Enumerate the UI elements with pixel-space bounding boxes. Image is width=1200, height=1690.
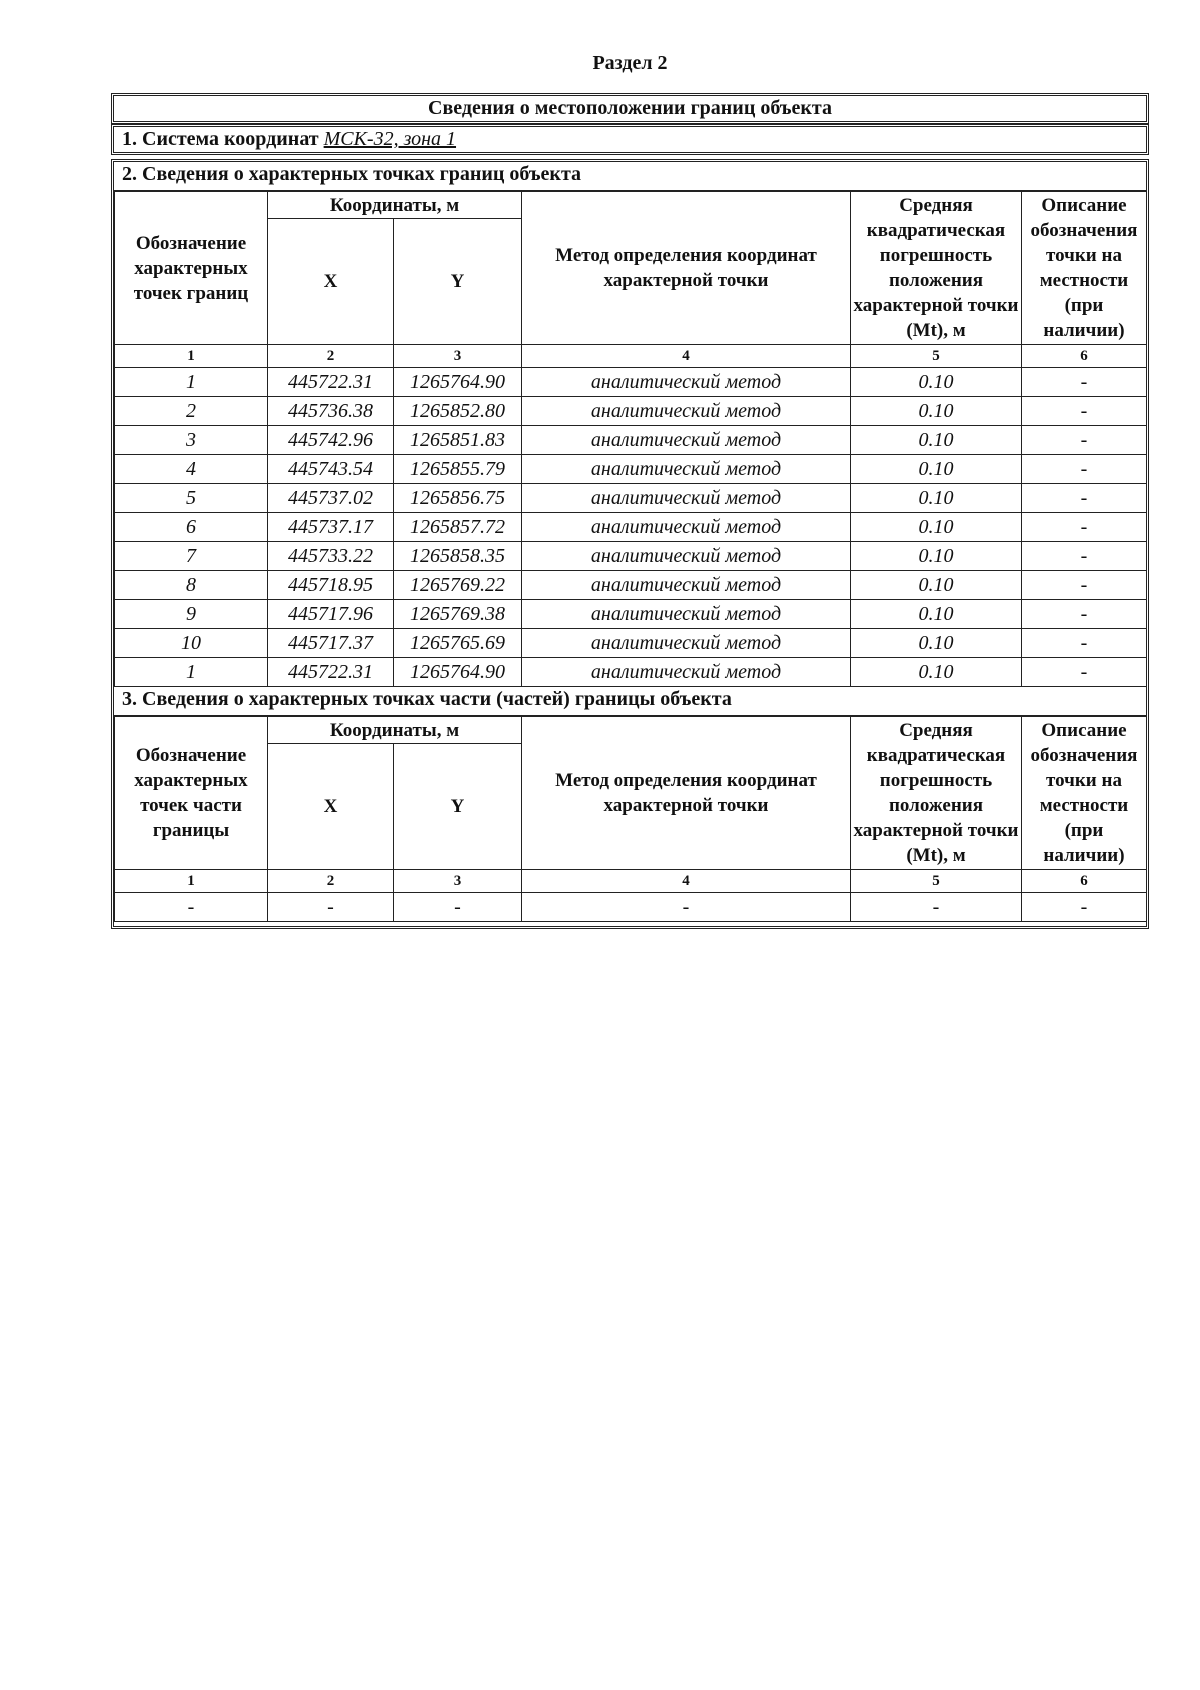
s2-column-number: 6 — [1022, 345, 1147, 368]
s3-point-id-cell: - — [115, 893, 268, 922]
s3-description-cell: - — [1022, 893, 1147, 922]
header-y: Y — [394, 219, 522, 345]
s2-description-cell: - — [1022, 397, 1147, 426]
section2-title: 2. Сведения о характерных точках границ объекта — [114, 162, 1146, 191]
s2-point-id-cell: 10 — [115, 629, 268, 658]
s3-y-cell: - — [394, 893, 522, 922]
s2-column-number: 5 — [851, 345, 1022, 368]
s2-error-cell: 0.10 — [851, 397, 1022, 426]
s3-column-number: 3 — [394, 870, 522, 893]
s2-table-row — [115, 484, 1147, 513]
s2-y-cell: 1265852.80 — [394, 397, 522, 426]
s3-header-method: Метод определения координат характерной точки — [522, 717, 851, 870]
s2-error-cell: 0.10 — [851, 513, 1022, 542]
header-x: X — [268, 219, 394, 345]
s2-y-cell: 1265769.22 — [394, 571, 522, 600]
s2-method-cell: аналитический метод — [522, 397, 851, 426]
s2-method-cell: аналитический метод — [522, 600, 851, 629]
s2-description-cell: - — [1022, 484, 1147, 513]
s2-description-cell: - — [1022, 658, 1147, 687]
s2-error-cell: 0.10 — [851, 658, 1022, 687]
s2-error-cell: 0.10 — [851, 542, 1022, 571]
s2-description-cell: - — [1022, 513, 1147, 542]
s2-description-cell: - — [1022, 542, 1147, 571]
s2-table-row — [115, 455, 1147, 484]
s2-table-row — [115, 542, 1147, 571]
s2-x-cell: 445733.22 — [268, 542, 394, 571]
section2-table-body — [115, 345, 1147, 687]
s2-x-cell: 445736.38 — [268, 397, 394, 426]
coord-system-frame — [111, 124, 1149, 155]
s3-header-x: X — [268, 744, 394, 870]
s2-table-row — [115, 397, 1147, 426]
s2-error-cell: 0.10 — [851, 629, 1022, 658]
s3-error-cell: - — [851, 893, 1022, 922]
s3-column-number: 4 — [522, 870, 851, 893]
points-frame — [111, 159, 1149, 929]
s3-column-number: 2 — [268, 870, 394, 893]
s3-header-coords: Координаты, м — [268, 717, 522, 744]
header-error: Средняя квадратическая погрешность положения характерной точки (Mt), м — [851, 192, 1022, 345]
s2-column-number: 4 — [522, 345, 851, 368]
s2-method-cell: аналитический метод — [522, 426, 851, 455]
s2-table-row — [115, 368, 1147, 397]
s2-method-cell: аналитический метод — [522, 629, 851, 658]
s2-method-cell: аналитический метод — [522, 455, 851, 484]
s3-method-cell: - — [522, 893, 851, 922]
s3-table-row — [115, 893, 1147, 922]
s2-x-cell: 445743.54 — [268, 455, 394, 484]
s2-table-row — [115, 600, 1147, 629]
s2-error-cell: 0.10 — [851, 455, 1022, 484]
s2-error-cell: 0.10 — [851, 484, 1022, 513]
block-title: Сведения о местоположении границ объекта — [428, 97, 832, 119]
s2-table-row — [115, 629, 1147, 658]
header-method: Метод определения координат характерной точки — [522, 192, 851, 345]
s2-table-row — [115, 658, 1147, 687]
s2-point-id-cell: 1 — [115, 658, 268, 687]
s2-x-cell: 445742.96 — [268, 426, 394, 455]
s3-header-designation: Обозначение характерных точек части границы — [115, 717, 268, 870]
s2-description-cell: - — [1022, 455, 1147, 484]
s2-y-cell: 1265764.90 — [394, 368, 522, 397]
s2-point-id-cell: 5 — [115, 484, 268, 513]
s2-x-cell: 445737.17 — [268, 513, 394, 542]
s2-point-id-cell: 1 — [115, 368, 268, 397]
page-title: Раздел 2 — [592, 52, 668, 74]
s2-description-cell: - — [1022, 368, 1147, 397]
s3-header-error: Средняя квадратическая погрешность положения характерной точки (Mt), м — [851, 717, 1022, 870]
s2-point-id-cell: 4 — [115, 455, 268, 484]
s2-description-cell: - — [1022, 571, 1147, 600]
s2-column-number: 1 — [115, 345, 268, 368]
s2-method-cell: аналитический метод — [522, 513, 851, 542]
s2-point-id-cell: 6 — [115, 513, 268, 542]
s3-header-y: Y — [394, 744, 522, 870]
s2-method-cell: аналитический метод — [522, 484, 851, 513]
s2-table-row — [115, 426, 1147, 455]
block-title-frame — [111, 93, 1149, 124]
header-coords: Координаты, м — [268, 192, 522, 219]
s2-point-id-cell: 2 — [115, 397, 268, 426]
header-designation: Обозначение характерных точек границ — [115, 192, 268, 345]
s2-y-cell: 1265855.79 — [394, 455, 522, 484]
s2-column-numbers-row — [115, 345, 1147, 368]
s2-description-cell: - — [1022, 426, 1147, 455]
s2-column-number: 2 — [268, 345, 394, 368]
s2-error-cell: 0.10 — [851, 426, 1022, 455]
s2-description-cell: - — [1022, 600, 1147, 629]
s2-y-cell: 1265769.38 — [394, 600, 522, 629]
s2-y-cell: 1265857.72 — [394, 513, 522, 542]
s2-x-cell: 445737.02 — [268, 484, 394, 513]
s2-description-cell: - — [1022, 629, 1147, 658]
s2-method-cell: аналитический метод — [522, 658, 851, 687]
coord-system-value: МСК-32, зона 1 — [323, 128, 457, 150]
s2-y-cell: 1265765.69 — [394, 629, 522, 658]
s2-x-cell: 445717.37 — [268, 629, 394, 658]
s2-point-id-cell: 8 — [115, 571, 268, 600]
s2-y-cell: 1265858.35 — [394, 542, 522, 571]
section3-title: 3. Сведения о характерных точках части (частей) границы объекта — [114, 687, 1146, 716]
s2-error-cell: 0.10 — [851, 368, 1022, 397]
coord-system-line — [114, 127, 1146, 151]
s2-y-cell: 1265764.90 — [394, 658, 522, 687]
coord-system-label: 1. Система координат — [122, 128, 319, 150]
s2-y-cell: 1265851.83 — [394, 426, 522, 455]
s2-error-cell: 0.10 — [851, 571, 1022, 600]
s2-point-id-cell: 7 — [115, 542, 268, 571]
s2-method-cell: аналитический метод — [522, 542, 851, 571]
header-description: Описание обозначения точки на местности (при наличии) — [1022, 192, 1147, 345]
section2-table — [114, 191, 1147, 687]
s2-table-row — [115, 571, 1147, 600]
s2-x-cell: 445722.31 — [268, 658, 394, 687]
s2-y-cell: 1265856.75 — [394, 484, 522, 513]
s2-point-id-cell: 9 — [115, 600, 268, 629]
s2-error-cell: 0.10 — [851, 600, 1022, 629]
s2-point-id-cell: 3 — [115, 426, 268, 455]
s2-x-cell: 445717.96 — [268, 600, 394, 629]
s2-table-row — [115, 513, 1147, 542]
s3-column-numbers-row — [115, 870, 1147, 893]
s2-method-cell: аналитический метод — [522, 571, 851, 600]
s2-column-number: 3 — [394, 345, 522, 368]
s2-x-cell: 445722.31 — [268, 368, 394, 397]
s2-x-cell: 445718.95 — [268, 571, 394, 600]
s3-column-number: 5 — [851, 870, 1022, 893]
s3-column-number: 1 — [115, 870, 268, 893]
section3-table-body — [115, 870, 1147, 922]
section3-table — [114, 716, 1147, 922]
s3-column-number: 6 — [1022, 870, 1147, 893]
s2-method-cell: аналитический метод — [522, 368, 851, 397]
s3-header-description: Описание обозначения точки на местности (при наличии) — [1022, 717, 1147, 870]
s3-x-cell: - — [268, 893, 394, 922]
